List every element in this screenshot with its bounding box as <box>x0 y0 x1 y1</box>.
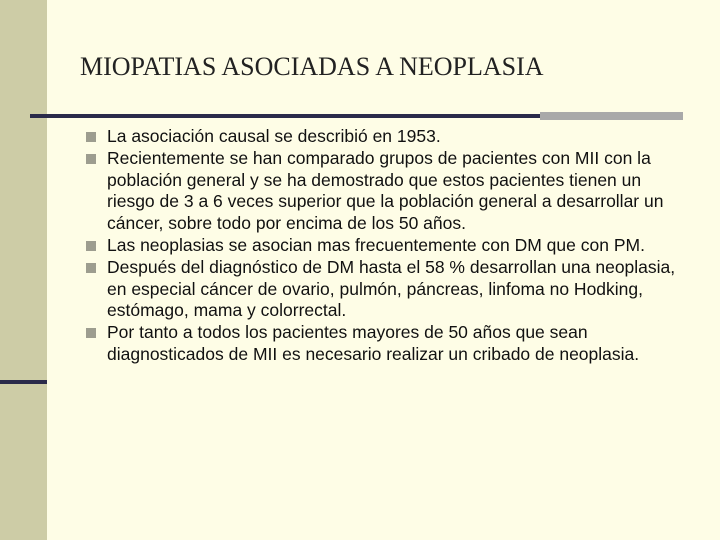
bullet-text: Las neoplasias se asocian mas frecuentemente con DM que con PM. <box>107 234 645 255</box>
square-bullet-icon <box>86 154 96 164</box>
title-rule-dark <box>30 114 540 118</box>
title-rule-gray <box>540 112 683 120</box>
square-bullet-icon <box>86 263 96 273</box>
bullet-item <box>86 148 686 235</box>
bullet-item <box>86 126 686 148</box>
bullet-text: Recientemente se han comparado grupos de pacientes con MII con la población general y se ha demostrado que estos pacientes tienen un riesgo de 3 a 6 veces superior que la población general a desarrollar un cáncer, sobre todo por encima de los 50 años. <box>107 147 664 234</box>
bullet-item <box>86 257 686 322</box>
slide-title: MIOPATIAS ASOCIADAS A NEOPLASIA <box>80 52 544 81</box>
left-accent-bar <box>0 380 47 384</box>
bullet-item <box>86 235 686 257</box>
bullet-text: Por tanto a todos los pacientes mayores de 50 años que sean diagnosticados de MII es necesario realizar un cribado de neoplasia. <box>107 322 640 364</box>
bullet-item <box>86 322 686 366</box>
bullet-text: Después del diagnóstico de DM hasta el 58 % desarrollan una neoplasia, en especial cáncer de ovario, pulmón, páncreas, linfoma no Hodking, estómago, mama y colorrectal. <box>107 256 676 321</box>
square-bullet-icon <box>86 132 96 142</box>
left-decorative-band <box>0 0 47 540</box>
square-bullet-icon <box>86 241 96 251</box>
bullet-text: La asociación causal se describió en 1953. <box>107 126 441 146</box>
bullet-list <box>86 126 686 366</box>
square-bullet-icon <box>86 328 96 338</box>
